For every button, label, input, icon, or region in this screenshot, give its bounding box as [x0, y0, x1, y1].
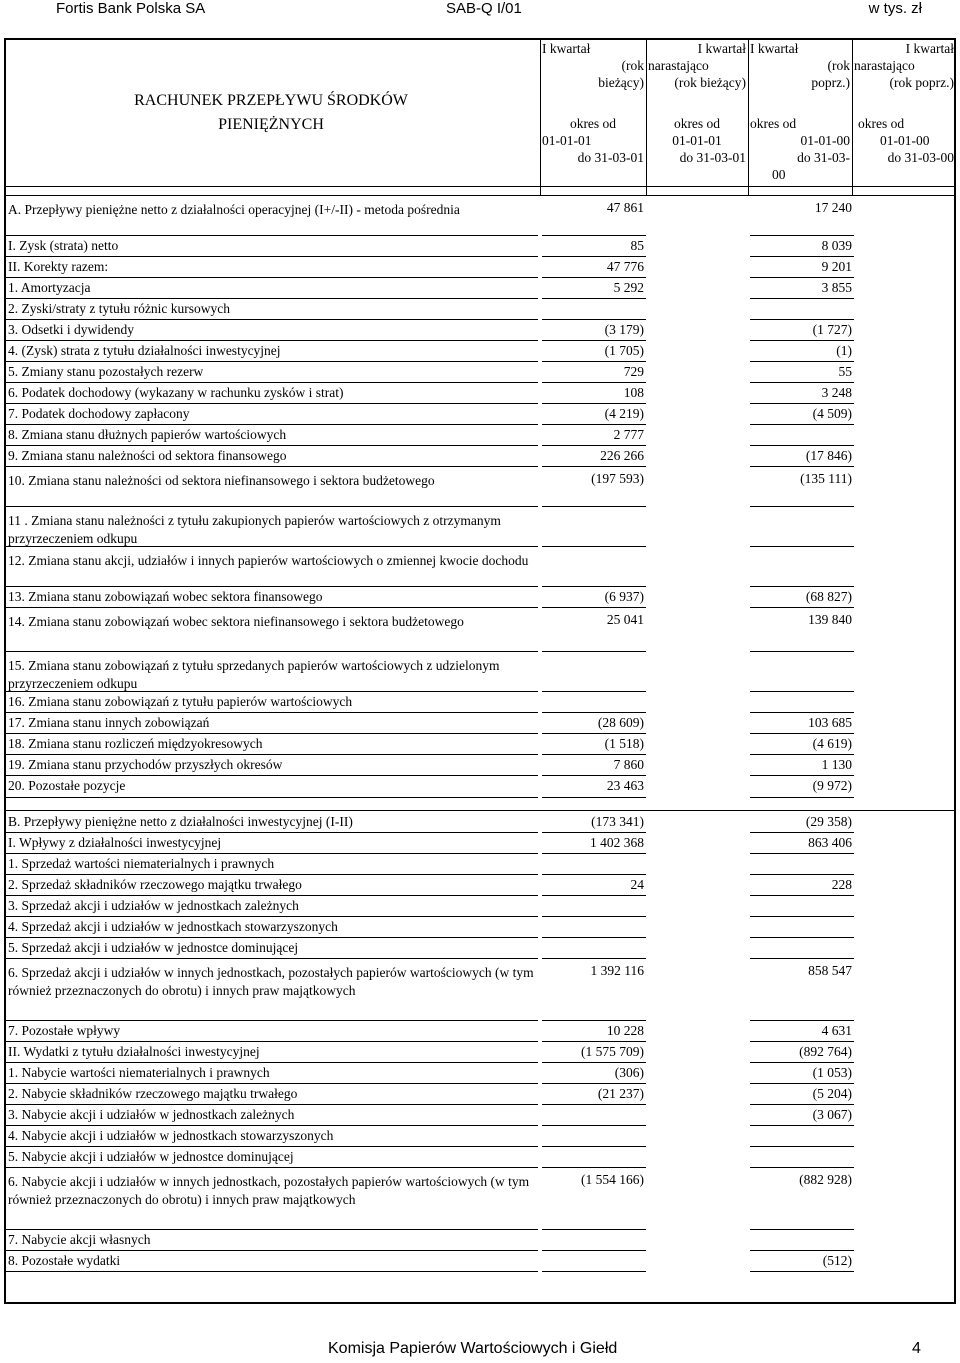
value-current-quarter: (6 937): [604, 589, 644, 604]
value-current-quarter: 108: [623, 385, 644, 400]
row-label: 12. Zmiana stanu akcji, udziałów i innych papierów wartościowych o zmiennej kwocie dochodu: [8, 553, 529, 568]
table-row: [6, 811, 954, 832]
value-current-quarter: 47 776: [606, 259, 644, 274]
value-current-quarter: (3 179): [604, 322, 644, 337]
value-previous-quarter: 103 685: [808, 715, 852, 730]
table-row: [6, 277, 954, 298]
column-header-2-sub: (rok bieżący): [674, 75, 746, 90]
column-header-3-period: 01-01-00: [800, 133, 850, 148]
row-label: 6. Sprzedaż akcji i udziałów w innych jednostkach, pozostałych papierów wartościowych (w tym również przeznaczonych do obrotu) i innych praw majątkowych: [8, 965, 534, 998]
table-row: [6, 1167, 954, 1229]
table-row: [6, 1250, 954, 1271]
column-header-3-period: do 31-03-: [797, 150, 850, 165]
column-header-2-period: okres od: [673, 116, 721, 131]
value-previous-quarter: (3 067): [812, 1107, 852, 1122]
value-current-quarter: 729: [623, 364, 644, 379]
table-row: [6, 382, 954, 403]
row-label: 5. Sprzedaż akcji i udziałów w jednostce dominującej: [8, 940, 299, 955]
value-previous-quarter: (17 846): [805, 448, 852, 463]
value-previous-quarter: 863 406: [808, 835, 852, 850]
value-current-quarter: (28 609): [597, 715, 644, 730]
column-header-2-period: 01-01-01: [672, 133, 722, 148]
table-row: [6, 1146, 954, 1167]
table-row: [6, 235, 954, 256]
table-row: [6, 424, 954, 445]
row-label: 19. Zmiana stanu przychodów przyszłych okresów: [8, 757, 283, 772]
row-label: 18. Zmiana stanu rozliczeń międzyokresowych: [8, 736, 263, 751]
column-header-3-period: okres od: [750, 116, 797, 131]
table-row: [6, 874, 954, 895]
table-row: [6, 445, 954, 466]
row-label: 3. Odsetki i dywidendy: [8, 322, 134, 337]
value-previous-quarter: 3 855: [821, 280, 852, 295]
row-label: 4. Nabycie akcji i udziałów w jednostkach stowarzyszonych: [8, 1128, 334, 1143]
table-row: [6, 1020, 954, 1041]
table-row: [6, 916, 954, 937]
column-header-1-sub: (rok: [621, 58, 644, 73]
column-header-1-title: I kwartał: [542, 41, 591, 56]
table-row: [6, 361, 954, 382]
table-body: [6, 195, 954, 1271]
row-label: 11 . Zmiana stanu należności z tytułu zakupionych papierów wartościowych z otrzymanym przyrzeczeniem odkupu: [8, 513, 501, 546]
value-previous-quarter: (68 827): [805, 589, 852, 604]
column-header-2-period: do 31-03-01: [679, 150, 746, 165]
column-divider: [852, 40, 853, 195]
value-previous-quarter: 228: [831, 877, 852, 892]
row-label: 8. Zmiana stanu dłużnych papierów wartościowych: [8, 427, 287, 442]
value-previous-quarter: 17 240: [814, 200, 852, 215]
row-label: 4. (Zysk) strata z tytułu działalności inwestycyjnej: [8, 343, 281, 358]
value-current-quarter: (1 705): [604, 343, 644, 358]
value-current-quarter: 85: [630, 238, 644, 253]
column-header-4-period: do 31-03-00: [887, 150, 954, 165]
value-current-quarter: 23 463: [606, 778, 644, 793]
column-header-3-period: 00: [772, 167, 786, 182]
column-header-2-title: I kwartał: [697, 41, 746, 56]
row-label: [6, 797, 538, 799]
value-previous-quarter: (9 972): [812, 778, 852, 793]
row-label: I. Zysk (strata) netto: [8, 238, 119, 253]
footer-organization: Komisja Papierów Wartościowych i Giełd: [328, 1340, 618, 1357]
row-label: 7. Nabycie akcji własnych: [8, 1232, 151, 1247]
value-current-quarter: (197 593): [591, 471, 644, 486]
table-row: [6, 733, 954, 754]
table-row: [6, 1229, 954, 1250]
statement-title-line2: PIENIĘŻNYCH: [218, 116, 324, 133]
column-header-1-period: okres od: [569, 116, 617, 131]
row-label: 16. Zmiana stanu zobowiązań z tytułu papierów wartościowych: [8, 694, 353, 709]
value-current-quarter: 2 777: [613, 427, 644, 442]
table-row: [6, 607, 954, 651]
row-label: 17. Zmiana stanu innych zobowiązań: [8, 715, 210, 730]
column-header-3-sub: (rok: [827, 58, 850, 73]
row-label: 2. Zyski/straty z tytułu różnic kursowych: [8, 301, 230, 316]
value-current-quarter: 25 041: [606, 612, 644, 627]
value-current-quarter: 1 402 368: [590, 835, 644, 850]
row-label: 8. Pozostałe wydatki: [8, 1253, 121, 1268]
row-rule: [542, 1271, 646, 1272]
value-previous-quarter: (4 619): [812, 736, 852, 751]
row-label: 2. Sprzedaż składników rzeczowego majątku trwałego: [8, 877, 302, 892]
column-header-3-sub: poprz.): [811, 75, 850, 90]
currency-unit: w tys. zł: [868, 0, 922, 17]
row-label: 20. Pozostałe pozycje: [8, 778, 126, 793]
row-label: 6. Nabycie akcji i udziałów w innych jednostkach, pozostałych papierów wartościowych (w tym również przeznaczonych do obrotu) i innych praw majątkowych: [8, 1174, 530, 1207]
row-label: 10. Zmiana stanu należności od sektora niefinansowego i sektora budżetowego: [8, 473, 435, 488]
value-previous-quarter: 3 248: [821, 385, 852, 400]
value-current-quarter: (21 237): [597, 1086, 644, 1101]
table-row: [6, 195, 954, 235]
report-code: SAB-Q I/01: [446, 0, 522, 17]
row-label: 3. Sprzedaż akcji i udziałów w jednostkach zależnych: [8, 898, 299, 913]
row-rule: [6, 1271, 538, 1272]
value-previous-quarter: 8 039: [821, 238, 852, 253]
table-row: [6, 1041, 954, 1062]
value-current-quarter: 226 266: [600, 448, 644, 463]
value-previous-quarter: 9 201: [821, 259, 852, 274]
table-row: [6, 691, 954, 712]
row-label: II. Wydatki z tytułu działalności inwestycyjnej: [8, 1044, 260, 1059]
value-current-quarter: 5 292: [613, 280, 644, 295]
row-label: 6. Podatek dochodowy (wykazany w rachunku zysków i strat): [8, 385, 344, 400]
row-label: B. Przepływy pieniężne netto z działalności inwestycyjnej (I-II): [8, 814, 353, 829]
value-previous-quarter: (1): [836, 343, 852, 358]
column-header-4-sub: (rok poprz.): [889, 75, 954, 90]
table-row: [6, 466, 954, 506]
column-header-2: [648, 40, 746, 166]
row-label: 15. Zmiana stanu zobowiązań z tytułu sprzedanych papierów wartościowych z udzielonym przyrzeczeniem odkupu: [8, 658, 500, 691]
column-header-1-sub: bieżący): [598, 75, 644, 90]
cash-flow-table: [4, 38, 956, 1304]
column-header-1: [542, 40, 644, 166]
value-previous-quarter: (1 727): [812, 322, 852, 337]
table-row: [6, 651, 954, 691]
row-label: 9. Zmiana stanu należności od sektora finansowego: [8, 448, 287, 463]
table-row: [6, 712, 954, 733]
header-separator: [6, 186, 954, 187]
row-label: 5. Nabycie akcji i udziałów w jednostce dominującej: [8, 1149, 294, 1164]
table-row: [6, 937, 954, 958]
table-row: [6, 797, 954, 811]
value-previous-quarter: 139 840: [808, 612, 852, 627]
table-row: [6, 1125, 954, 1146]
table-row: [6, 775, 954, 797]
column-divider: [748, 40, 749, 195]
table-row: [6, 832, 954, 853]
value-previous-quarter: (892 764): [799, 1044, 852, 1059]
row-label: 7. Pozostałe wpływy: [8, 1023, 121, 1038]
page-number: 4: [912, 1340, 921, 1357]
table-row: [6, 319, 954, 340]
row-label: 2. Nabycie składników rzeczowego majątku trwałego: [8, 1086, 298, 1101]
value-previous-quarter: 55: [838, 364, 852, 379]
value-current-quarter: 47 861: [606, 200, 644, 215]
table-row: [6, 1062, 954, 1083]
value-previous-quarter: (4 509): [812, 406, 852, 421]
value-current-quarter: 10 228: [606, 1023, 644, 1038]
row-label: 1. Nabycie wartości niematerialnych i prawnych: [8, 1065, 270, 1080]
row-label: II. Korekty razem:: [8, 259, 109, 274]
table-row: [6, 506, 954, 546]
row-label: 1. Sprzedaż wartości niematerialnych i prawnych: [8, 856, 275, 871]
value-current-quarter: (1 554 166): [581, 1172, 644, 1187]
value-current-quarter: 7 860: [613, 757, 644, 772]
column-header-4: [854, 40, 954, 166]
column-header-4-title: I kwartał: [905, 41, 954, 56]
page-header: [0, 0, 960, 20]
column-header-4-sub: narastająco: [854, 58, 915, 73]
table-row: [6, 958, 954, 1020]
value-previous-quarter: (1 053): [812, 1065, 852, 1080]
table-row: [6, 1083, 954, 1104]
table-row: [6, 546, 954, 586]
column-header-3-title: I kwartał: [750, 41, 799, 56]
table-row: [6, 586, 954, 607]
row-label: 4. Sprzedaż akcji i udziałów w jednostkach stowarzyszonych: [8, 919, 338, 934]
company-name: Fortis Bank Polska SA: [56, 0, 206, 17]
table-row: [6, 1104, 954, 1125]
statement-title-line1: RACHUNEK PRZEPŁYWU ŚRODKÓW: [134, 92, 408, 109]
table-row: [6, 403, 954, 424]
value-previous-quarter: (5 204): [812, 1086, 852, 1101]
value-previous-quarter: 1 130: [821, 757, 852, 772]
value-previous-quarter: 858 547: [808, 963, 852, 978]
value-previous-quarter: (135 111): [800, 471, 852, 486]
table-row: [6, 340, 954, 361]
value-previous-quarter: (512): [822, 1253, 852, 1268]
row-label: A. Przepływy pieniężne netto z działalności operacyjnej (I+/-II) - metoda pośrednia: [8, 202, 460, 217]
column-header-2-sub: narastająco: [648, 58, 709, 73]
table-row: [6, 895, 954, 916]
row-label: 13. Zmiana stanu zobowiązań wobec sektora finansowego: [8, 589, 323, 604]
value-current-quarter: (173 341): [591, 814, 644, 829]
column-header-4-period: 01-01-00: [880, 133, 930, 148]
value-current-quarter: (1 518): [604, 736, 644, 751]
column-header-4-period: okres od: [858, 116, 905, 131]
column-header-1-period: 01-01-01: [542, 133, 592, 148]
table-row: [6, 754, 954, 775]
row-label: 14. Zmiana stanu zobowiązań wobec sektora niefinansowego i sektora budżetowego: [8, 614, 464, 629]
value-current-quarter: (1 575 709): [581, 1044, 644, 1059]
table-row: [6, 256, 954, 277]
row-label: 5. Zmiany stanu pozostałych rezerw: [8, 364, 204, 379]
value-current-quarter: (306): [614, 1065, 644, 1080]
row-label: 1. Amortyzacja: [8, 280, 91, 295]
value-current-quarter: 1 392 116: [590, 963, 644, 978]
row-label: 7. Podatek dochodowy zapłacony: [8, 406, 190, 421]
table-row: [6, 298, 954, 319]
row-label: 3. Nabycie akcji i udziałów w jednostkach zależnych: [8, 1107, 295, 1122]
value-previous-quarter: (882 928): [799, 1172, 852, 1187]
value-current-quarter: 24: [630, 877, 644, 892]
column-header-3: [750, 40, 850, 183]
column-divider: [540, 40, 541, 195]
table-row: [6, 853, 954, 874]
column-divider: [646, 40, 647, 195]
column-header-1-period: do 31-03-01: [577, 150, 644, 165]
value-previous-quarter: 4 631: [821, 1023, 852, 1038]
value-current-quarter: (4 219): [604, 406, 644, 421]
row-rule: [750, 1271, 854, 1272]
value-previous-quarter: (29 358): [805, 814, 852, 829]
row-label: I. Wpływy z działalności inwestycyjnej: [8, 835, 222, 850]
